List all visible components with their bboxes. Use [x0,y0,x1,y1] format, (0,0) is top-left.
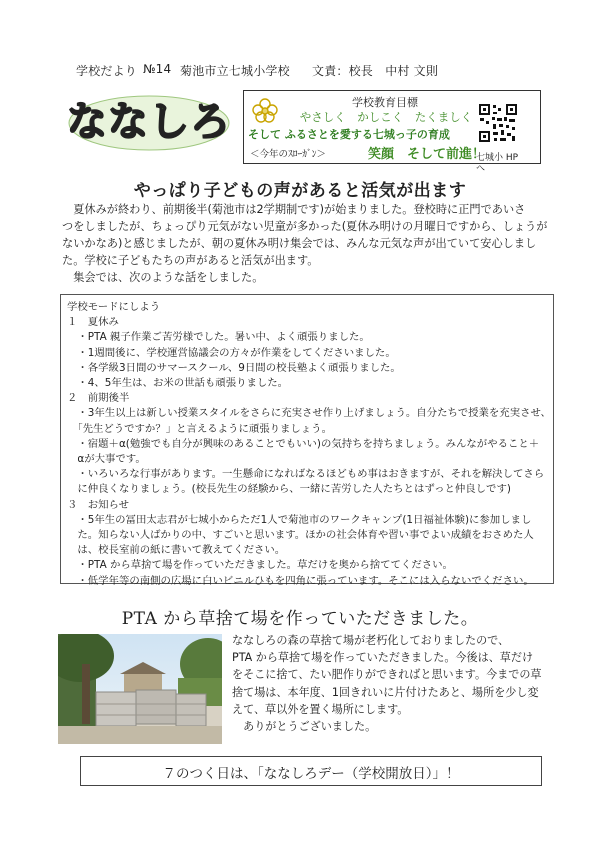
mode-line: 「先生どうですか？」と言えるように頑張りましょう。 [67,422,332,435]
slogan-text: 笑顔 そして前進！ [368,147,486,162]
mode-line: ・3年生以上は新しい授業スタイルをさらに充実させ作り上げましょう。自分たちで授業を充実させ、 [67,407,551,420]
article2-line: 捨て場は、本年度、1回きれいに片付けたあと、場所を少し変 [232,685,539,699]
weed-dump-photo [58,634,222,744]
article1-body [62,201,550,286]
article1-title: やっぱり子どもの声があると活気が出ます [133,181,467,201]
mode-line: ・PTA から草捨て場を作っていただきました。草だけを奥から捨ててください。 [67,559,453,572]
masthead-logo [66,93,232,153]
mode-line: ２ 前期後半 [67,392,130,405]
mode-line: ・宿題＋α(勉強でも自分が興味のあることでもいい)の気持ちを持ちましょう。みんながやること＋ [67,437,540,450]
article2-title: PTA から草捨て場を作っていただきました。 [121,609,479,629]
mode-line: ・4、5年生は、お米の世話も頑張りました。 [67,377,289,390]
mode-line: ・1週間後に、学校運営協議会の方々が作業をしてくださいました。 [67,346,396,359]
article2-line: ありがとうございました。 [232,720,377,734]
newsletter-name: 学校だより [76,64,138,78]
mode-line: ・PTA 親子作業ご苦労様でした。暑い中、よく頑張りました。 [67,331,370,344]
slogan-label: ＜今年のｽﾛｰｶﾞﾝ＞ [250,149,327,160]
article2-line: をそこに捨て、たい肥作りができればと思います。今までの草 [232,668,542,682]
issue-number: №14 [143,62,172,76]
school-name: 菊池市立七城小学校 [180,64,290,78]
article2-line: えて、草以外を置く場所にします。 [232,702,409,716]
mode-line: ３ お知らせ [67,498,130,511]
mode-line: は、校長室前の紙に書いて教えてください。 [67,544,286,557]
hp-label: 七城小 HP [476,153,519,163]
article2-line: PTA から草捨て場を作っていただきました。今後は、草だけ [232,651,534,665]
article1-line: 夏休みが終わり、前期後半(菊池市は2学期制です)が始まりました。登校時に正門であいさ [62,203,526,216]
school-mode-title: 学校モードにしよう [67,301,161,313]
open-day-text: ７のつく日は、「ななしろデー（学校開放日）」！ [162,766,460,782]
mode-line: ・いろいろな行事があります。一生懸命になればなるほどもめ事はおきますが、それを解決してさら [67,468,545,481]
mode-line: ・各学級3日間のサマースクール、9日間の校長塾よく頑張りました。 [67,361,401,374]
mode-line: に仲良くなりましょう。(校長先生の経験から、一緒に苦労した人たちとはずっと仲良しです) [67,483,511,496]
mode-line: １ 夏休み [67,316,119,329]
mode-line: ・5年生の冨田太志君が七城小からただ1人で菊池市のワークキャンプ(1日福祉体験)に参加しまし [67,513,532,526]
school-crest-icon [251,96,279,124]
goals-motto: やさしく かしこく たくましく [299,110,473,124]
mode-line: αが大事です。 [67,453,146,466]
article1-line: つをしましたが、ちょっぴり元気がない児童が多かった(夏休み明けの月曜日ですから、しょうが [62,220,548,233]
article1-line: ないかなあ)と感じましたが、朝の夏休み明け集会では、みんな元気な声が出ていて安心しまし [62,237,537,250]
article1-line: た。学校に子どもたちの声があると活気が出ます。 [62,254,319,267]
masthead-title: ななしろ [67,99,231,145]
qr-code-icon[interactable] [478,103,518,143]
author-line: 文責：校長 中村 文則 [312,64,439,78]
school-mode-content [67,300,551,589]
article2-body [232,632,554,735]
article1-line: 集会では、次のような話をしました。 [62,271,264,284]
mode-line: ・低学年等の南側の広場に白いビニルひもを四角に張っています。そこには入らないでください。 [67,574,534,587]
article2-line: ななしろの森の草捨て場が老朽化しておりましたので、 [232,634,510,647]
goals-aim: そして ふるさとを愛する七城っ子の育成 [248,128,450,141]
goals-title: 学校教育目標 [352,96,418,109]
hp-arrow: へ [476,164,486,174]
mode-line: た。知らない人ばかりの中、すごいと思います。ほかの社会体育や習い事でよい成績をおさめた人 [67,529,534,542]
